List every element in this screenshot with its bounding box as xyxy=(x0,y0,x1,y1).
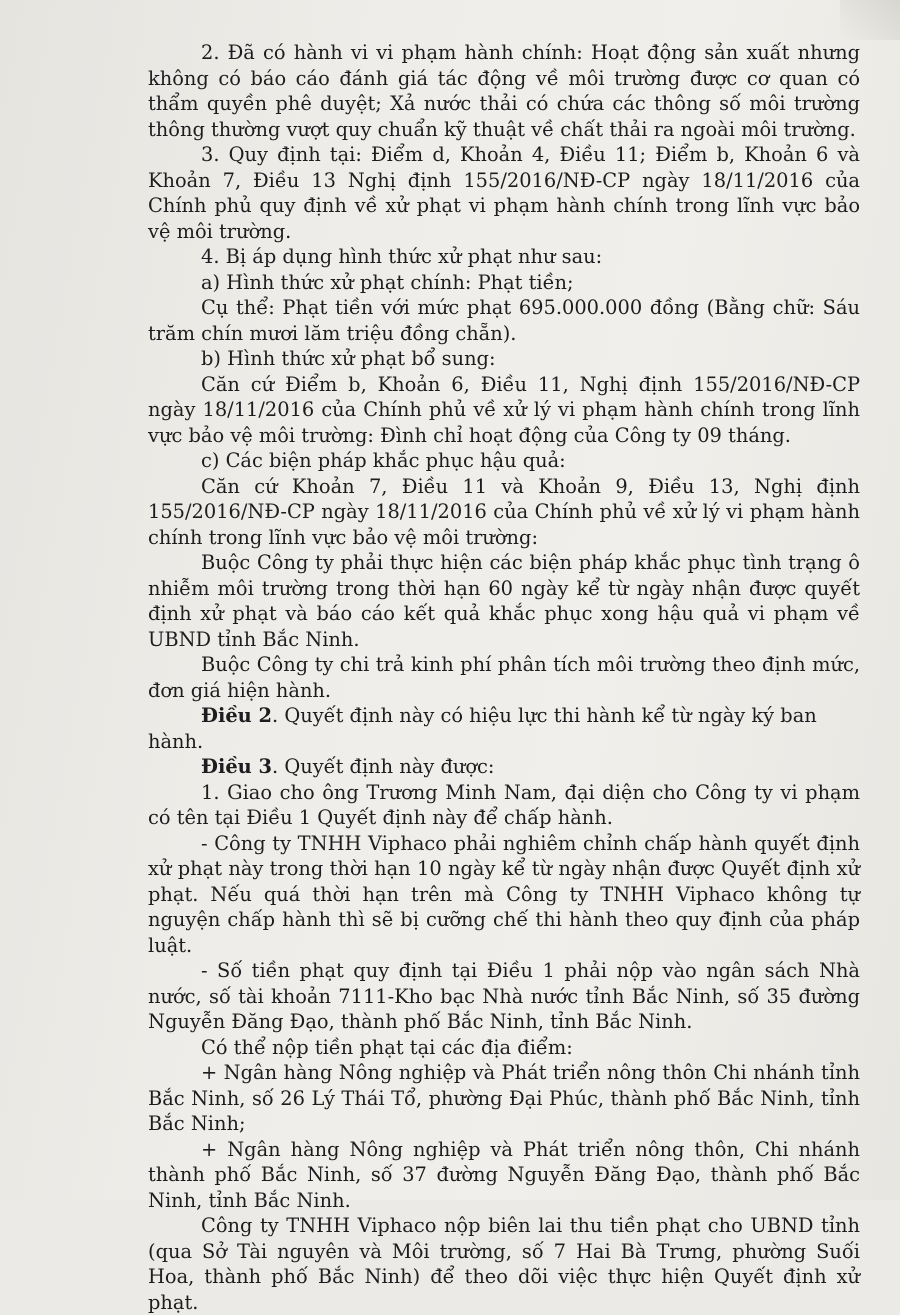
paragraph-penalty-form: 4. Bị áp dụng hình thức xử phạt như sau: xyxy=(201,245,603,268)
paragraph-assignment: 1. Giao cho ông Trương Minh Nam, đại diện cho Công ty vi phạm có tên tại Điều 1 Quyết định này để chấp hành. xyxy=(148,780,860,829)
article-3-heading: Điều 3 xyxy=(201,755,272,778)
paragraph-receipt-submission: Công ty TNHH Viphaco nộp biên lai thu tiền phạt cho UBND tỉnh (qua Sở Tài nguyên và Môi trường, số 7 Hai Bà Trưng, phường Suối Hoa, thành phố Bắc Ninh) để theo dõi việc thực hiện Quyết định xử phạt. xyxy=(148,1214,860,1314)
paragraph-article-2 xyxy=(148,703,860,754)
paragraph-compliance: - Công ty TNHH Viphaco phải nghiêm chỉnh chấp hành quyết định xử phạt này trong thời hạn 10 ngày kể từ ngày nhận được Quyết định xử phạt. Nếu quá thời hạn trên mà Công ty TNHH Viphaco không tự nguyện chấp hành thì sẽ bị cưỡng chế thi hành theo quy định của pháp luật. xyxy=(148,831,860,957)
paragraph-payment-locations: Có thể nộp tiền phạt tại các địa điểm: xyxy=(201,1035,573,1059)
paragraph-payment-account: - Số tiền phạt quy định tại Điều 1 phải nộp vào ngân sách Nhà nước, số tài khoản 7111-Kho bạc Nhà nước tỉnh Bắc Ninh, số 35 đường Nguyễn Đăng Đạo, thành phố Bắc Ninh, tỉnh Bắc Ninh. xyxy=(148,959,860,1033)
paragraph-pollution-remedy: Buộc Công ty phải thực hiện các biện pháp khắc phục tình trạng ô nhiễm môi trường trong thời hạn 60 ngày kể từ ngày nhận được quyết định xử phạt và báo cáo kết quả khắc phục xong hậu quả vi phạm về UBND tỉnh Bắc Ninh. xyxy=(148,551,860,651)
paragraph-regulation: 3. Quy định tại: Điểm d, Khoản 4, Điều 11; Điểm b, Khoản 6 và Khoản 7, Điều 13 Nghị định 155/2016/NĐ-CP ngày 18/11/2016 của Chính phủ quy định về xử phạt vi phạm hành chính trong lĩnh vực bảo vệ môi trường. xyxy=(148,143,860,243)
paragraph-bank-branch-city: + Ngân hàng Nông nghiệp và Phát triển nông thôn, Chi nhánh thành phố Bắc Ninh, số 37 đường Nguyễn Đăng Đạo, thành phố Bắc Ninh, tỉnh Bắc Ninh. xyxy=(148,1137,860,1212)
paragraph-main-penalty: a) Hình thức xử phạt chính: Phạt tiền; xyxy=(201,270,574,294)
page-shadow xyxy=(840,0,900,40)
document-body xyxy=(148,40,860,1315)
paragraph-bank-branch-province: + Ngân hàng Nông nghiệp và Phát triển nông thôn Chi nhánh tỉnh Bắc Ninh, số 26 Lý Thái Tổ, phường Đại Phúc, thành phố Bắc Ninh, tỉnh Bắc Ninh; xyxy=(148,1061,860,1135)
paragraph-analysis-cost: Buộc Công ty chi trả kinh phí phân tích môi trường theo định mức, đơn giá hiện hành. xyxy=(148,653,860,702)
article-3-text: . Quyết định này được: xyxy=(272,755,495,778)
article-2-heading: Điều 2 xyxy=(201,704,272,727)
paragraph-violation: 2. Đã có hành vi vi phạm hành chính: Hoạt động sản xuất nhưng không có báo cáo đánh giá tác động về môi trường được cơ quan có thẩm quyền phê duyệt; Xả nước thải có chứa các thông số môi trường thông thường vượt quy chuẩn kỹ thuật về chất thải ra ngoài môi trường. xyxy=(148,41,860,141)
article-2-text: . Quyết định này có hiệu lực thi hành kể từ ngày ký ban hành. xyxy=(148,704,817,753)
paragraph-article-3 xyxy=(148,754,860,780)
paragraph-remedial-measures: c) Các biện pháp khắc phục hậu quả: xyxy=(201,449,566,472)
paragraph-fine-amount: Cụ thể: Phạt tiền với mức phạt 695.000.000 đồng (Bằng chữ: Sáu trăm chín mươi lăm triệu đồng chẵn). xyxy=(148,296,860,345)
paragraph-additional-penalty: b) Hình thức xử phạt bổ sung: xyxy=(201,347,496,370)
paragraph-remedial-basis: Căn cứ Khoản 7, Điều 11 và Khoản 9, Điều 13, Nghị định 155/2016/NĐ-CP ngày 18/11/2016 của Chính phủ về xử lý vi phạm hành chính trong lĩnh vực bảo vệ môi trường: xyxy=(148,474,860,549)
paragraph-suspension: Căn cứ Điểm b, Khoản 6, Điều 11, Nghị định 155/2016/NĐ-CP ngày 18/11/2016 của Chính phủ về xử lý vi phạm hành chính trong lĩnh vực bảo vệ môi trường: Đình chỉ hoạt động của Công ty 09 tháng. xyxy=(148,372,860,447)
